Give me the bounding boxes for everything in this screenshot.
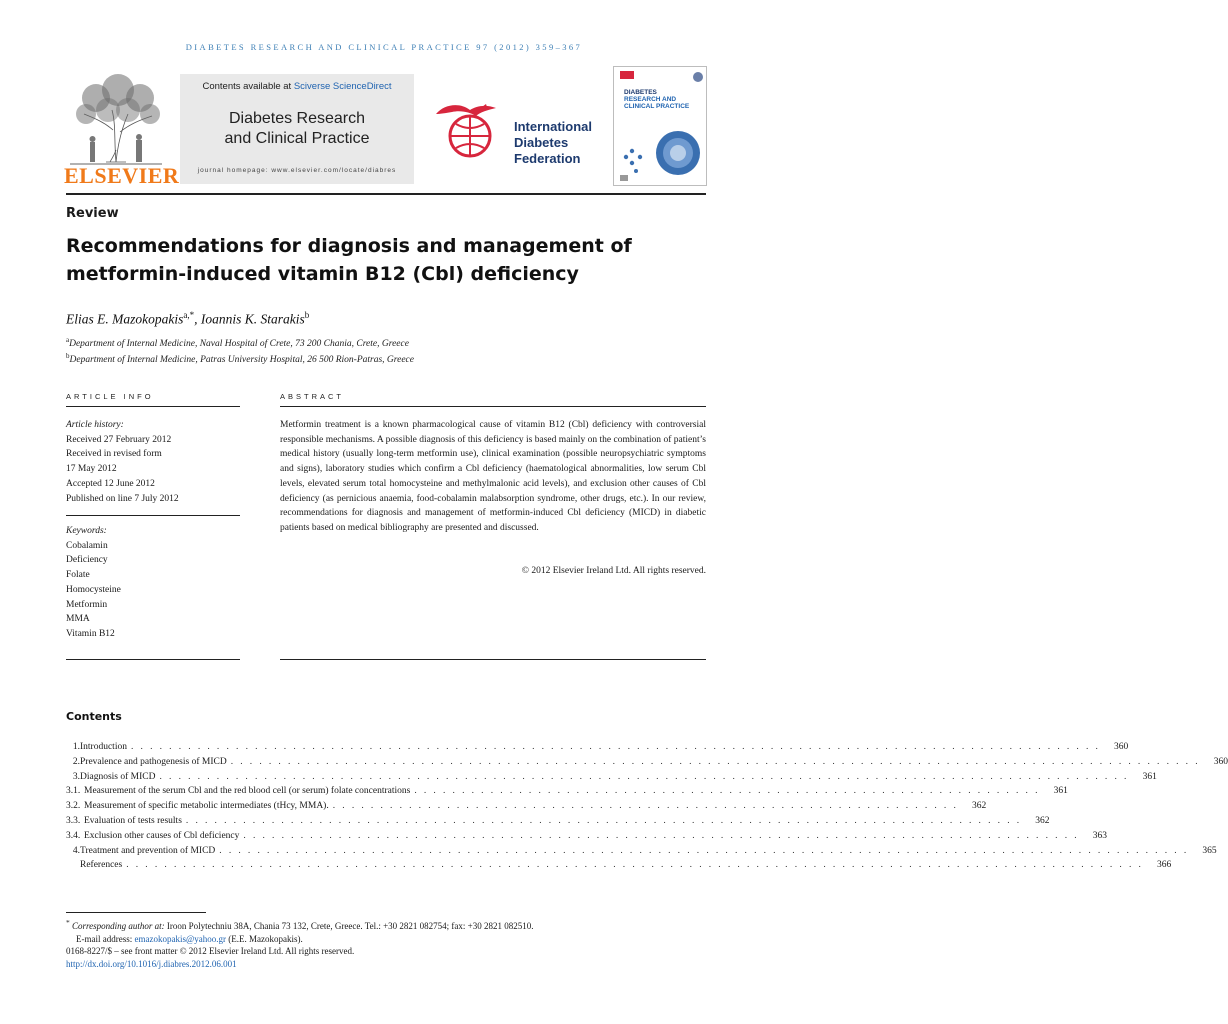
toc-number: 4. (72, 845, 80, 856)
keyword-item: Folate (66, 570, 90, 581)
author-list (66, 310, 706, 328)
table-of-contents (66, 740, 1228, 873)
toc-leader-dots: . . . . . . . . . . . . . . . . . . . . . . . . . . . . . . . . . . . . . . . . . . . . . . . . . . . . . . . . . . . . . . . . . . (332, 801, 959, 812)
toc-leader-dots: . . . . . . . . . . . . . . . . . . . . . . . . . . . . . . . . . . . . . . . . . . . . . . . . . . . . . . . . . . . . . . . . . . . . . . . . . . . . . . . . . . . . . . . . . . . . . . . . . . . . . . (130, 742, 1101, 752)
affiliation-a-mark: a (66, 336, 70, 344)
author-2-affil-mark[interactable]: b (304, 310, 310, 320)
journal-title-line2: and Clinical Practice (224, 130, 370, 147)
toc-page: 360 (1114, 742, 1129, 752)
corresponding-author-note (66, 917, 706, 933)
toc-label: Measurement of specific metabolic intermediates (tHcy, MMA). (84, 801, 329, 812)
elsevier-wordmark: ELSEVIER (64, 163, 180, 188)
idf-logo-icon (430, 96, 510, 166)
abstract-heading: ABSTRACT (280, 392, 345, 401)
toc-leader-dots: . . . . . . . . . . . . . . . . . . . . . . . . . . . . . . . . . . . . . . . . . . . . . . . . . . . . . . . . . . . . . . . . . . . . . . . . . . . . . . . . . . . . . . . . (185, 815, 1022, 826)
affiliation-b (66, 352, 706, 365)
toc-label: Measurement of the serum Cbl and the red blood cell (or serum) folate concentrations (84, 786, 411, 797)
idf-line1: International (514, 119, 593, 134)
email-link[interactable]: emazokopakis@yahoo.gr (134, 933, 226, 944)
toc-page: 361 (1142, 771, 1157, 782)
toc-entry-evaluation[interactable] (66, 814, 1050, 829)
toc-label: Diagnosis of MICD (80, 771, 156, 782)
toc-page: 365 (1202, 845, 1217, 856)
affiliation-a-text: Department of Internal Medicine, Naval Hospital of Crete, 73 200 Chania, Crete, Greece (69, 339, 409, 350)
keyword-item: Cobalamin (66, 540, 108, 551)
toc-leader-dots: . . . . . . . . . . . . . . . . . . . . . . . . . . . . . . . . . . . . . . . . . . . . . . . . . . . . . . . . . . . . . . . . . . . . . . . . . . . . . . . . . . . . . . . . . . . . . . . . . . . . . . (219, 845, 1189, 856)
corresponding-label: Corresponding author at: (72, 921, 165, 931)
toc-entry-metabolic-intermediates[interactable] (66, 799, 987, 814)
cover-title-line2: RESEARCH AND (624, 96, 677, 103)
toc-label: Treatment and prevention of MICD (80, 845, 216, 856)
toc-page: 361 (1053, 786, 1068, 797)
keyword-item: Vitamin B12 (66, 628, 115, 639)
article-info-rule (66, 406, 240, 407)
sciencedirect-link[interactable]: Sciverse ScienceDirect (293, 81, 392, 92)
journal-homepage-link[interactable]: journal homepage: www.elsevier.com/locate/diabres (197, 167, 397, 174)
toc-entry-references[interactable] (66, 858, 1172, 873)
article-history (66, 418, 240, 506)
toc-page: 360 (1213, 756, 1228, 767)
toc-label: Exclusion other causes of Cbl deficiency (84, 830, 240, 841)
article-info-bottom-rule (66, 659, 240, 660)
journal-title (180, 109, 414, 149)
toc-page: 362 (972, 801, 987, 812)
keyword-item: Homocysteine (66, 584, 121, 595)
contents-available-line (180, 81, 414, 92)
doi-link[interactable]: http://dx.doi.org/10.1016/j.diabres.2012.06.001 (66, 958, 237, 969)
toc-leader-dots: . . . . . . . . . . . . . . . . . . . . . . . . . . . . . . . . . . . . . . . . . . . . . . . . . . . . . . . . . . . . . . . . . . . . . . . . . . . . . . . . . . . . . . . . (243, 830, 1080, 841)
toc-number: 3.4. (66, 830, 81, 841)
keywords-list (66, 524, 240, 642)
toc-number: 3. (72, 771, 80, 782)
header-divider (66, 193, 706, 195)
toc-entry-diagnosis[interactable] (66, 770, 1157, 785)
author-1[interactable]: Elias E. Mazokopakis (66, 311, 184, 327)
cover-title (624, 89, 700, 110)
toc-label: References (80, 860, 123, 871)
idf-name (514, 119, 624, 167)
toc-number: 3.2. (66, 801, 81, 812)
contents-heading: Contents (66, 710, 122, 723)
running-head: DIABETES RESEARCH AND CLINICAL PRACTICE 97 (2012) 359–367 (185, 42, 583, 52)
toc-entry-treatment[interactable] (66, 844, 1217, 859)
abstract-bottom-rule (280, 659, 706, 660)
toc-page: 366 (1157, 860, 1172, 871)
toc-entry-introduction[interactable] (66, 740, 1129, 755)
keywords-label: Keywords: (66, 526, 107, 536)
footnote-rule (66, 912, 206, 913)
toc-label: Evaluation of tests results (84, 815, 182, 826)
author-separator: , (194, 311, 201, 327)
idf-line2: Diabetes (514, 135, 569, 150)
email-note (66, 933, 706, 946)
keyword-item: Metformin (66, 599, 108, 610)
toc-number: 3.3. (66, 815, 81, 826)
toc-number: 3.1. (66, 786, 81, 797)
corresponding-address: Iroon Polytechniu 38A, Chania 73 132, Crete, Greece. Tel.: +30 2821 082754; fax: +30 2821 082510. (164, 921, 534, 931)
toc-label: Introduction (80, 742, 127, 752)
author-1-affil-mark[interactable]: a,* (183, 310, 195, 320)
history-item: Published on line 7 July 2012 (66, 493, 179, 504)
journal-title-line1: Diabetes Research (228, 110, 366, 127)
footnotes (66, 917, 706, 970)
keyword-item: MMA (66, 614, 90, 625)
affiliation-b-mark: b (66, 352, 70, 360)
history-item: Received in revised form (66, 449, 162, 460)
article-history-label: Article history: (66, 420, 124, 430)
article-title (66, 232, 706, 288)
toc-leader-dots: . . . . . . . . . . . . . . . . . . . . . . . . . . . . . . . . . . . . . . . . . . . . . . . . . . . . . . . . . . . . . . . . . . . . . . . . . . . . . . . . . . . . . . . . . . . . . . . . . . . . . . . . . . . (126, 860, 1144, 871)
email-label: E-mail address: (76, 933, 135, 944)
contents-prefix: Contents available at (202, 81, 294, 92)
toc-number: 1. (72, 742, 80, 752)
corresponding-mark: * (66, 918, 70, 927)
toc-entry-prevalence[interactable] (66, 755, 1228, 770)
history-item: Received 27 February 2012 (66, 434, 172, 445)
affiliation-b-text: Department of Internal Medicine, Patras University Hospital, 26 500 Rion-Patras, Greece (69, 355, 414, 366)
history-item: 17 May 2012 (66, 464, 117, 475)
abstract-copyright: © 2012 Elsevier Ireland Ltd. All rights reserved. (521, 566, 706, 576)
keyword-item: Deficiency (66, 555, 108, 566)
toc-entry-serum-cbl[interactable] (66, 784, 1068, 799)
idf-line3: Federation (514, 151, 581, 166)
article-type: Review (66, 206, 119, 221)
toc-leader-dots: . . . . . . . . . . . . . . . . . . . . . . . . . . . . . . . . . . . . . . . . . . . . . . . . . . . . . . . . . . . . . . . . . . . . . . . . . . . . . . . . . . . . . . . . . . . . . . . . . . . . . . (230, 756, 1201, 767)
author-2[interactable]: Ioannis K. Starakis (200, 311, 305, 327)
article-info-heading: ARTICLE INFO (66, 392, 154, 401)
toc-leader-dots: . . . . . . . . . . . . . . . . . . . . . . . . . . . . . . . . . . . . . . . . . . . . . . . . . . . . . . . . . . . . . . . . . . . . . . . . . . . . . . . . . . . . . . . . . . . . . . . . . . . . . . (159, 771, 1129, 782)
email-suffix: (E.E. Mazokopakis). (226, 933, 303, 944)
history-item: Accepted 12 June 2012 (66, 478, 155, 489)
issn-line: 0168-8227/$ – see front matter © 2012 Elsevier Ireland Ltd. All rights reserved. (66, 946, 355, 957)
journal-cover-thumbnail (613, 66, 707, 186)
toc-number: 2. (72, 756, 80, 767)
article-title-line2: metformin-induced vitamin B12 (Cbl) deficiency (66, 263, 579, 285)
toc-leader-dots: . . . . . . . . . . . . . . . . . . . . . . . . . . . . . . . . . . . . . . . . . . . . . . . . . . . . . . . . . . . . . . . . . . (414, 786, 1040, 797)
article-title-line1: Recommendations for diagnosis and management of (66, 235, 632, 257)
cover-title-line3: CLINICAL PRACTICE (624, 103, 690, 110)
history-keywords-divider (66, 515, 240, 516)
cover-art-icon (614, 67, 706, 185)
cover-title-line1: DIABETES (624, 89, 657, 96)
toc-label: Prevalence and pathogenesis of MICD (80, 756, 227, 767)
toc-page: 363 (1092, 830, 1108, 841)
abstract-text: Metformin treatment is a known pharmacological cause of vitamin B12 (Cbl) deficiency with controversial responsible mechanisms. A possible diagnosis of this deficiency is based mainly on the combination of patient’s medical history (usually long-term metformin use), clinical examination (possible neuropsychiatric symptoms and signs), laboratory studies which confirm a Cbl deficiency (haematological abnormalities, low serum Cbl levels, elevated serum total homocysteine and methylmalonic acid levels), and exclusion other causes of Cbl deficiency (as pernicious anaemia, food-cobalamin malabsorption syndrome, other drugs, etc.). In our review, recommendations for diagnosis and management of metformin-induced Cbl deficiency (MICD) in diabetic patients based on medical bibliography are presented and discussed. (280, 420, 706, 533)
toc-entry-exclusion[interactable] (66, 829, 1108, 844)
affiliation-a (66, 336, 706, 349)
abstract-rule (280, 406, 706, 407)
toc-page: 362 (1035, 815, 1050, 826)
